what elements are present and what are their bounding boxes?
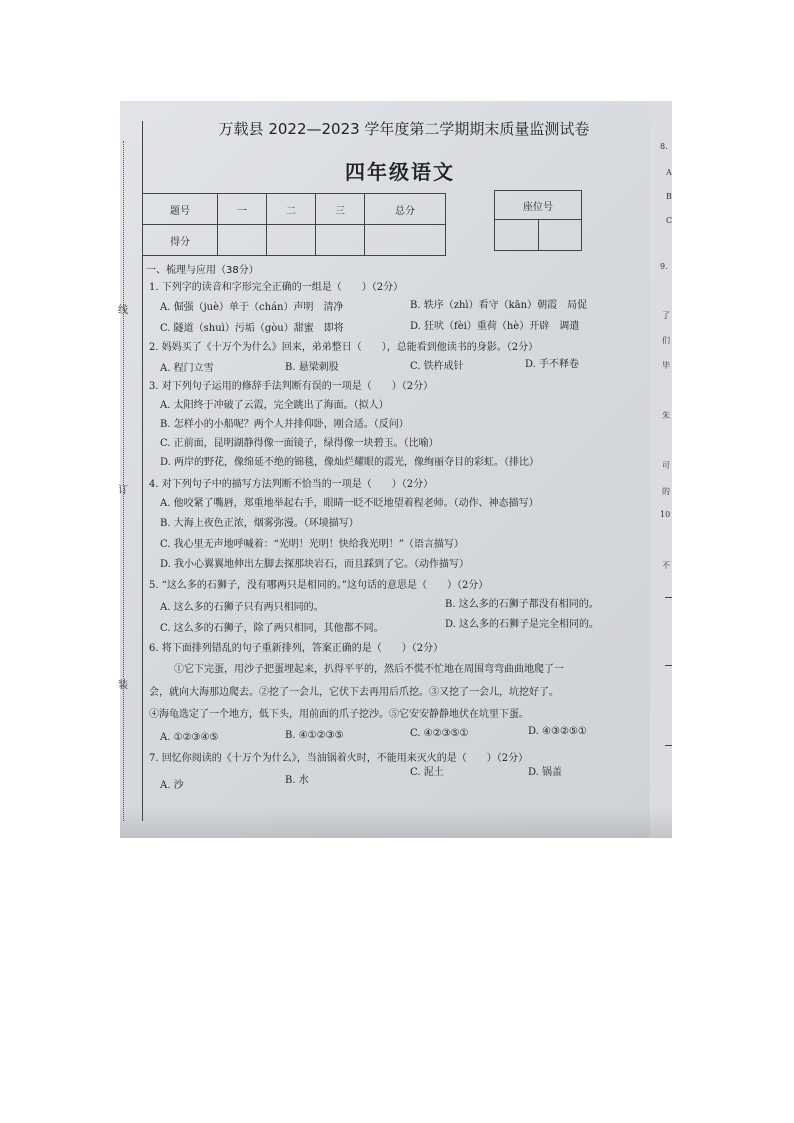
question-option: B. 悬梁刺股 (285, 362, 339, 373)
question-option: D. 狂吠（fèi）重荷（hè）开辟 调遣 (410, 321, 580, 332)
edge-dash (665, 597, 672, 598)
score-header: 总分 (365, 194, 446, 225)
score-table (142, 193, 446, 256)
edge-fragment: 9. (660, 262, 668, 271)
question-option: D. 锅盖 (528, 767, 563, 778)
passage-line: 会，就向大海那边爬去。②挖了一会儿，它伏下去再用后爪挖。③又挖了一会儿，坑挖好了。 (149, 687, 559, 698)
seat-table (494, 190, 582, 251)
edge-fragment: 毕 (662, 361, 670, 370)
edge-fragment: B (666, 192, 672, 201)
question-stem: 1. 下列字的读音和字形完全正确的一组是（ ）（2分） (149, 282, 404, 293)
exam-photo (120, 101, 672, 838)
exam-title: 万载县 2022—2023 学年度第二学期期末质量监测试卷 (218, 120, 590, 138)
question-option: C. 铁杵成针 (410, 361, 464, 372)
edge-fragment: 10 (660, 510, 671, 519)
score-cell (365, 225, 446, 256)
question-option: B. 轶序（zhì）看守（kān）朝霞 局促 (410, 300, 588, 311)
question-option: A. 程门立雪 (160, 363, 214, 374)
question-option: B. 这么多的石狮子都没有相同的。 (445, 599, 599, 610)
passage-line: ①它下完蛋，用沙子把蛋埋起来，扒得平平的，然后不慌不忙地在周围弯弯曲曲地爬了一 (174, 664, 564, 675)
edge-fragment: 可 (662, 461, 670, 470)
question-option: A. 他咬紧了嘴唇，郑重地举起右手，眼睛一眨不眨地望着程老师。（动作、神态描写） (160, 498, 539, 509)
question-option: C. 正前面，昆明湖静得像一面镜子，绿得像一块碧玉。（比喻） (160, 438, 439, 449)
seat-cell (538, 220, 582, 251)
question-option: A. 太阳终于冲破了云霞，完全跳出了海面。（拟人） (160, 400, 389, 411)
question-option: C. 隧道（shuì）污垢（gòu）甜蜜 即将 (160, 323, 344, 334)
question-option: A. 这么多的石狮子只有两只相同的。 (160, 602, 324, 613)
question-option: D. 我小心翼翼地伸出左脚去探那块岩石，而且踩到了它。（动作描写） (160, 559, 470, 570)
question-option: A. ①②③④⑤ (160, 732, 219, 743)
question-option: D. 手不释卷 (525, 359, 580, 370)
score-cell (316, 225, 365, 256)
passage-line: ④海龟选定了一个地方，低下头，用前面的爪子挖沙。⑤它安安静静地伏在坑里下蛋。 (149, 709, 529, 720)
edge-fragment: 朱 (662, 411, 670, 420)
score-header: 二 (267, 194, 316, 225)
question-option: C. 我心里无声地呼喊着：“光明！光明！快给我光明！”（语言描写） (160, 539, 464, 550)
edge-dash (665, 745, 672, 746)
binding-char: 线 (118, 305, 128, 316)
edge-fragment: 不 (662, 561, 670, 570)
question-option: B. 怎样小的小船呢？两个人并排仰卧，刚合适。（反问） (160, 419, 409, 430)
edge-fragment: A (666, 168, 672, 177)
question-stem: 3. 对下列句子运用的修辞手法判断有误的一项是（ ）（2分） (149, 381, 434, 392)
edge-fragment: 了 (662, 311, 670, 320)
section-heading: 一、梳理与应用（38分） (146, 265, 259, 276)
question-option: A. 倔强（juè）单于（chán）声明 清净 (160, 302, 344, 313)
question-option: C. 泥土 (410, 767, 444, 778)
edge-fragment: C (666, 216, 673, 225)
question-option: C. ④②③⑤① (410, 728, 469, 739)
edge-dash (665, 665, 672, 666)
seat-label: 座位号 (495, 191, 582, 220)
question-option: B. ④①②③⑤ (285, 730, 344, 741)
score-cell (267, 225, 316, 256)
question-option: D. ④③②⑤① (528, 726, 587, 737)
seat-cell (495, 220, 539, 251)
binding-char: 订 (118, 485, 128, 496)
score-header: 题号 (143, 194, 218, 225)
question-stem: 2. 妈妈买了《十万个为什么》回来，弟弟整日（ ），总能看到他读书的身影。（2分） (149, 342, 539, 353)
score-cell (218, 225, 267, 256)
score-header: 三 (316, 194, 365, 225)
question-option: A. 沙 (160, 780, 184, 791)
question-option: B. 水 (285, 775, 309, 786)
edge-fragment: 8. (660, 142, 668, 151)
question-option: C. 这么多的石狮子，除了两只相同，其他都不同。 (160, 623, 384, 634)
question-option: D. 两岸的野花，像绵延不绝的锦毯，像灿烂耀眼的霞光，像绚丽夺目的彩虹。（排比） (160, 457, 540, 468)
question-stem: 7. 回忆你阅读的《十万个为什么》，当油锅着火时，不能用来灭火的是（ ）（2分） (149, 753, 529, 764)
edge-fragment: 的 (662, 487, 670, 496)
exam-subtitle: 四年级语文 (345, 160, 455, 184)
edge-fragment: 们 (662, 336, 670, 345)
question-stem: 4. 对下列句子中的描写方法判断不恰当的一项是（ ）（2分） (149, 479, 434, 490)
question-option: B. 大海上夜色正浓，烟雾弥漫。（环境描写） (160, 518, 359, 529)
photo-shadow (120, 808, 672, 838)
question-stem: 6. 将下面排列错乱的句子重新排列，答案正确的是（ ）（2分） (149, 643, 444, 654)
question-option: D. 这么多的石狮子是完全相同的。 (445, 619, 600, 630)
binding-char: 装 (118, 680, 128, 691)
score-header: 一 (218, 194, 267, 225)
score-row-label: 得分 (143, 225, 218, 256)
question-stem: 5. “这么多的石狮子，没有哪两只是相同的。”这句话的意思是（ ）（2分） (149, 580, 489, 591)
